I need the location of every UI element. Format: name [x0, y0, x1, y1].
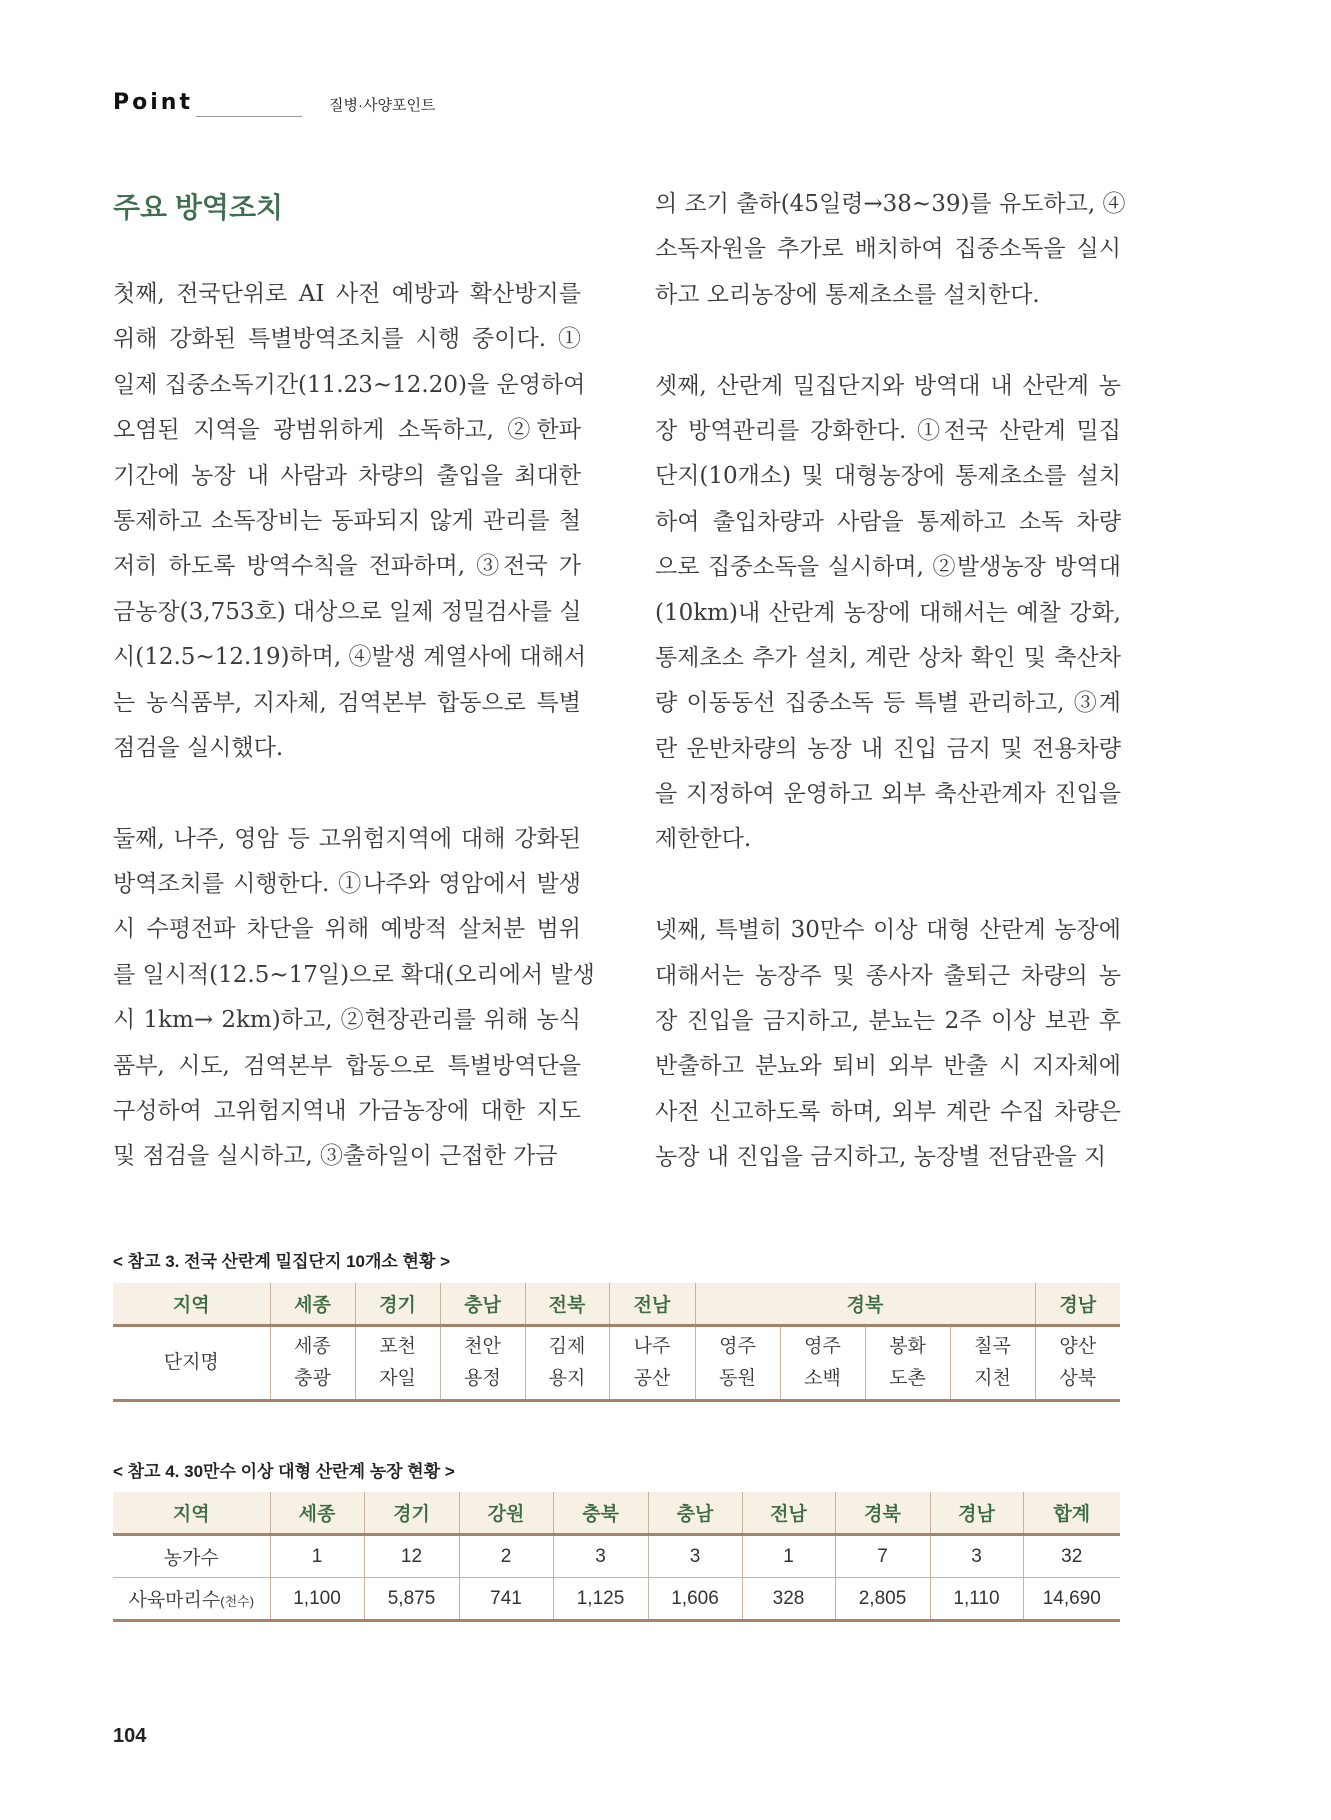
brand-label: Point: [113, 90, 193, 115]
text-line: 둘째, 나주, 영암 등 고위험지역에 대해 강화된: [113, 825, 581, 852]
cell-line: 동원: [719, 1368, 756, 1389]
paragraph: [655, 908, 1121, 1180]
cell-line: 공산: [633, 1368, 671, 1389]
table-cell: [695, 1326, 780, 1401]
text-line: 시 1km→ 2km)하고, ②현장관리를 위해 농식: [113, 1007, 581, 1034]
header-cell: 지역: [113, 1283, 270, 1326]
header-cell: 경기: [364, 1492, 459, 1535]
text-line: 금농장(3,753호) 대상으로 일제 정밀검사를 실: [113, 598, 582, 625]
table-cell: 1: [270, 1535, 364, 1578]
row-label-unit: (천수): [220, 1594, 255, 1609]
text-line: 위해 강화된 특별방역조치를 시행 중이다. ①: [113, 326, 581, 353]
table-cell: 32: [1023, 1535, 1120, 1578]
table-cell: 7: [835, 1535, 930, 1578]
paragraph: [655, 364, 1121, 863]
text-line: 오염된 지역을 광범위하게 소독하고, ②한파: [113, 417, 581, 444]
table-large-farms: [113, 1492, 1120, 1622]
paragraph: [113, 817, 595, 1180]
cell-line: 영주: [719, 1336, 756, 1357]
text-line: 하여 출입차량과 사람을 통제하고 소독 차량: [655, 508, 1121, 535]
header-cell: 전남: [742, 1492, 835, 1535]
cell-line: 포천: [379, 1336, 416, 1357]
header-cell: 경북: [835, 1492, 930, 1535]
table-cell: 3: [930, 1535, 1023, 1578]
text-line: 방역조치를 시행한다. ①나주와 영암에서 발생: [113, 871, 581, 898]
cell-line: 봉화: [889, 1336, 926, 1357]
text-line: 셋째, 산란계 밀집단지와 방역대 내 산란계 농: [655, 372, 1121, 399]
table-cell: 1,606: [648, 1578, 742, 1621]
page-heading: 주요 방역조치: [113, 192, 284, 223]
header-cell: 경남: [930, 1492, 1023, 1535]
cell-line: 김제: [548, 1336, 586, 1357]
text-line: 대해서는 농장주 및 종사자 출퇴근 차량의 농: [655, 962, 1121, 989]
text-line: 품부, 시도, 검역본부 합동으로 특별방역단을: [113, 1052, 581, 1079]
table-cell: 3: [553, 1535, 648, 1578]
header-cell: 경남: [1035, 1283, 1120, 1326]
text-line: 장 방역관리를 강화한다. ①전국 산란계 밀집: [655, 417, 1121, 444]
table-row: [113, 1535, 1120, 1578]
table-header-row: [113, 1492, 1120, 1535]
table-cell: [780, 1326, 865, 1401]
paragraph: [655, 182, 1126, 318]
table-cell: 14,690: [1023, 1578, 1120, 1621]
text-line: 구성하여 고위험지역내 가금농장에 대한 지도: [113, 1098, 581, 1125]
text-line: 하고 오리농장에 통제초소를 설치한다.: [655, 281, 1040, 308]
text-line: 통제초소 추가 설치, 계란 상차 확인 및 축산차: [655, 644, 1121, 671]
table-cell: [440, 1326, 525, 1401]
row-label: 단지명: [113, 1326, 270, 1401]
section-title: 질병·사양포인트: [329, 97, 436, 114]
table-cell: [270, 1326, 355, 1401]
cell-line: 나주: [633, 1336, 671, 1357]
table-cell: [1035, 1326, 1120, 1401]
text-line: 첫째, 전국단위로 AI 사전 예방과 확산방지를: [113, 281, 581, 307]
header-cell: 충북: [553, 1492, 648, 1535]
table-cell: [950, 1326, 1035, 1401]
table-cell: [355, 1326, 440, 1401]
header-cell: 세종: [270, 1283, 355, 1326]
header-cell: 세종: [270, 1492, 364, 1535]
table-cell: 12: [364, 1535, 459, 1578]
page-number: 104: [113, 1725, 147, 1747]
text-line: 기간에 농장 내 사람과 차량의 출입을 최대한: [113, 462, 581, 489]
text-line: 저히 하도록 방역수칙을 전파하며, ③전국 가: [113, 553, 581, 580]
text-line: 통제하고 소독장비는 동파되지 않게 관리를 철: [113, 507, 581, 534]
header-cell: 전북: [525, 1283, 609, 1326]
cell-line: 양산: [1059, 1336, 1097, 1357]
text-line: 장 진입을 금지하고, 분뇨는 2주 이상 보관 후: [655, 1008, 1121, 1035]
text-line: 소독자원을 추가로 배치하여 집중소독을 실시: [655, 236, 1121, 263]
table-cell: 1: [742, 1535, 835, 1578]
table4-caption: < 참고 4. 30만수 이상 대형 산란계 농장 현황 >: [113, 1462, 455, 1481]
table3-caption: < 참고 3. 전국 산란계 밀집단지 10개소 현황 >: [113, 1252, 451, 1271]
text-line: 농장 내 진입을 금지하고, 농장별 전담관을 지: [655, 1144, 1107, 1171]
cell-line: 용정: [464, 1368, 501, 1389]
row-label-text: 사육마리수: [128, 1590, 221, 1611]
table-row: [113, 1326, 1120, 1401]
header-cell: 지역: [113, 1492, 270, 1535]
cell-line: 소백: [804, 1368, 841, 1389]
text-line: 반출하고 분뇨와 퇴비 외부 반출 시 지자체에: [655, 1053, 1121, 1080]
table-cell: 1,100: [270, 1578, 364, 1621]
cell-line: 자일: [379, 1368, 416, 1389]
text-line: 사전 신고하도록 하며, 외부 계란 수집 차량은: [655, 1098, 1121, 1125]
text-line: 단지(10개소) 및 대형농장에 통제초소를 설치: [655, 463, 1121, 490]
paragraph-gap: [113, 771, 581, 816]
text-line: 및 점검을 실시하고, ③출하일이 근접한 가금: [113, 1143, 558, 1170]
text-line: 량 이동동선 집중소독 등 특별 관리하고, ③계: [655, 690, 1121, 717]
paragraph-gap: [655, 318, 1121, 363]
header-cell: 충남: [648, 1492, 742, 1535]
text-line: 으로 집중소독을 실시하며, ②발생농장 방역대: [655, 554, 1121, 581]
row-label: [113, 1578, 270, 1621]
cell-line: 도촌: [889, 1368, 926, 1389]
header-cell: 경기: [355, 1283, 440, 1326]
table-cell: [609, 1326, 695, 1401]
table-cell: 741: [459, 1578, 553, 1621]
paragraph-gap: [655, 863, 1121, 908]
text-line: 를 일시적(12.5~17일)으로 확대(오리에서 발생: [113, 961, 595, 988]
table-cell: 328: [742, 1578, 835, 1621]
text-line: 일제 집중소독기간(11.23~12.20)을 운영하여: [113, 371, 586, 398]
text-line: 의 조기 출하(45일령→38~39)를 유도하고, ④: [655, 191, 1126, 217]
text-line: 시(12.5~12.19)하며, ④발생 계열사에 대해서: [113, 644, 587, 671]
right-text-column: [655, 182, 1126, 1181]
cell-line: 지천: [974, 1368, 1011, 1389]
text-line: 는 농식품부, 지자체, 검역본부 합동으로 특별: [113, 689, 581, 716]
header-cell: 강원: [459, 1492, 553, 1535]
text-line: 시 수평전파 차단을 위해 예방적 살처분 범위: [113, 916, 581, 943]
text-line: 란 운반차량의 농장 내 진입 금지 및 전용차량: [655, 735, 1121, 762]
header-divider: [196, 116, 302, 117]
table-cell: 5,875: [364, 1578, 459, 1621]
text-line: 을 지정하여 운영하고 외부 축산관계자 진입을: [655, 781, 1121, 808]
cell-line: 칠곡: [974, 1336, 1011, 1357]
cell-line: 천안: [464, 1336, 501, 1357]
table-cell: 3: [648, 1535, 742, 1578]
table-row: [113, 1578, 1120, 1621]
header-cell: 전남: [609, 1283, 695, 1326]
row-label: [113, 1535, 270, 1578]
left-text-column: [113, 272, 595, 1180]
table-header-row: [113, 1283, 1120, 1326]
header-cell: 경북: [695, 1283, 1035, 1326]
cell-line: 충광: [294, 1368, 331, 1389]
table-cell: [525, 1326, 609, 1401]
text-line: (10km)내 산란계 농장에 대해서는 예찰 강화,: [655, 599, 1121, 626]
row-label-text: 농가수: [163, 1548, 219, 1569]
text-line: 점검을 실시했다.: [113, 734, 284, 761]
paragraph: [113, 272, 587, 771]
table-cell: 1,110: [930, 1578, 1023, 1621]
text-line: 넷째, 특별히 30만수 이상 대형 산란계 농장에: [655, 917, 1121, 944]
header-cell: 충남: [440, 1283, 525, 1326]
cell-line: 세종: [294, 1336, 331, 1357]
cell-line: 상북: [1059, 1368, 1097, 1389]
table-cell: 2,805: [835, 1578, 930, 1621]
text-line: 제한한다.: [655, 826, 752, 853]
table-cell: 2: [459, 1535, 553, 1578]
header-cell: 합계: [1023, 1492, 1120, 1535]
cell-line: 용지: [548, 1368, 586, 1389]
table-cell: [865, 1326, 950, 1401]
table-layer-complexes: [113, 1283, 1120, 1402]
cell-line: 영주: [804, 1336, 841, 1357]
table-cell: 1,125: [553, 1578, 648, 1621]
